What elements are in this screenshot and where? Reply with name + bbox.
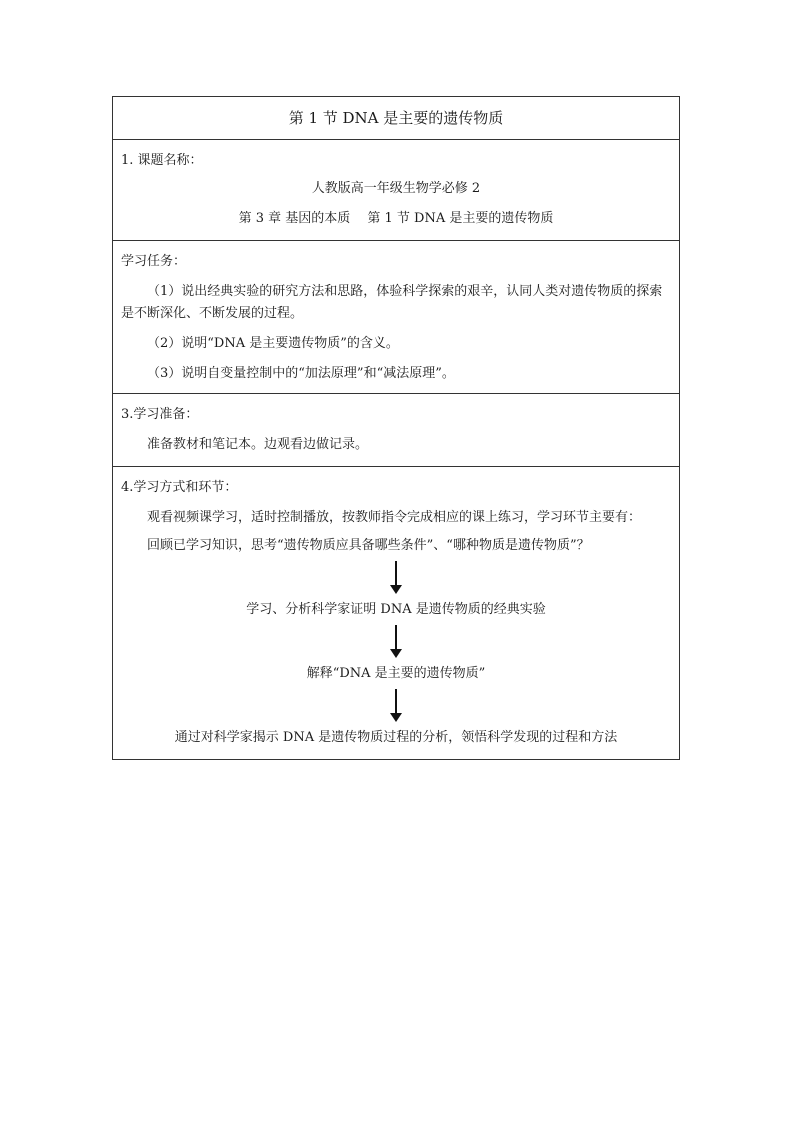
method-intro: 观看视频课学习，适时控制播放，按教师指令完成相应的课上练习，学习环节主要有： [147,510,642,525]
method-label: 4.学习方式和环节： [121,480,238,495]
course-label: 1. 课题名称： [121,153,203,168]
course-line-1: 人教版高一年级生物学必修 2 [311,181,481,196]
method-step-2: 学习、分析科学家证明 DNA 是遗传物质的经典实验 [246,602,546,617]
down-arrow-icon [390,625,402,659]
prep-text: 准备教材和笔记本。边观看边做记录。 [147,437,369,452]
method-step-4: 通过对科学家揭示 DNA 是遗传物质过程的分析，领悟科学发现的过程和方法 [174,730,618,745]
down-arrow-icon [390,561,402,595]
page-title: 第 1 节 DNA 是主要的遗传物质 [288,109,504,127]
prep-section [113,393,679,466]
task-item-3: （3）说明自变量控制中的“加法原理”和“减法原理”。 [147,366,455,381]
course-line-2: 第 3 章 基因的本质 第 1 节 DNA 是主要的遗传物质 [238,211,554,226]
lesson-plan-table [112,96,680,760]
method-section [113,466,679,759]
method-step-3: 解释“DNA 是主要的遗传物质” [306,666,486,681]
course-section [113,139,679,240]
tasks-section [113,240,679,393]
method-step-1: 回顾已学习知识，思考“遗传物质应具备哪些条件”、“哪种物质是遗传物质”？ [147,538,590,553]
down-arrow-icon [390,689,402,723]
tasks-label: 学习任务： [121,254,187,269]
task-item-2: （2）说明“DNA 是主要遗传物质”的含义。 [147,336,399,351]
task-item-1: （1）说出经典实验的研究方法和思路，体验科学探索的艰辛，认同人类对遗传物质的探索是不断深化、不断发展的过程。 [121,284,663,321]
prep-label: 3.学习准备： [121,407,199,422]
